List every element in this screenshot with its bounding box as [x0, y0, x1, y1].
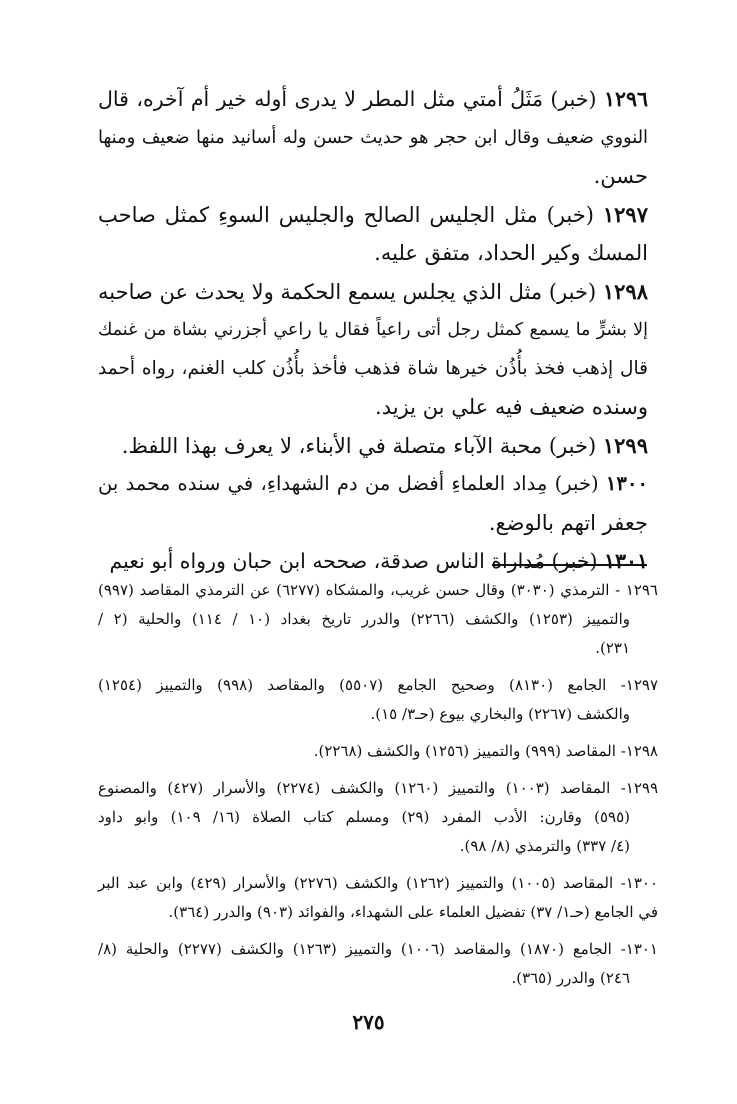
- entry-number: ١٢٩٦: [603, 87, 648, 111]
- entry-line: جعفر اتهم بالوضع.: [488, 510, 648, 535]
- entry-number: ١٣٠٠: [605, 472, 648, 495]
- entry-line: حسن.: [593, 164, 648, 188]
- entry-text: (خبر) مِداد العلماءِ أفضل من دم الشهداءِ، في سنده محمد بن: [98, 472, 599, 495]
- footnote-line: ١٢٩٩- المقاصد (١٠٠٣) والتمييز (١٢٦٠) والكشف (٢٢٧٤) والأسرار (٤٢٧) والمصنوع: [98, 779, 659, 797]
- entry-line: النووي ضعيف وقال ابن حجر هو حديث حسن وله أسانيد منها ضعيف ومنها: [98, 126, 648, 148]
- footnote-line: (٥٩٥) وقارن: الأدب المفرد (٢٩) ومسلم كتاب الصلاة (١٦/ ١٠٩) وابو داود: [98, 808, 630, 826]
- hadith-entry-1296: [98, 80, 648, 196]
- entry-line: المسك وكير الحداد، متفق عليه.: [374, 241, 648, 265]
- footnote-line: والتمييز (١٢٥٣) والكشف (٢٢٦٦) والدرر تاريخ بغداد (١٠ / ١١٤) والحلية (٢ /: [98, 610, 630, 628]
- entry-line: [98, 427, 648, 466]
- footnote-1298: [98, 737, 658, 766]
- entry-text: (خبر) مثل الذي يجلس يسمع الحكمة ولا يحدث عن صاحبه: [98, 279, 597, 304]
- footnote-line: ١٣٠١- الجامع (١٨٧٠) والمقاصد (١٠٠٦) والتمييز (١٢٦٣) والكشف (٢٢٧٧) والحلية (٨/: [98, 940, 658, 958]
- entry-text: (خبر) مثل الجليس الصالح والجليس السوءِ كمثل صاحب: [98, 202, 594, 227]
- footnote-line: في الجامع (حـ١/ ٣٧) تفضيل العلماء على الشهداء، والفوائد (٩٠٣) والدرر (٣٦٤).: [168, 903, 658, 921]
- entry-line: [98, 80, 648, 119]
- entry-line: قال إذهب فخذ بأُذُن خيرها شاة فذهب فأخذ بأُذُن كلب الغنم، رواه أحمد: [98, 357, 648, 379]
- footnote-1301: [98, 935, 658, 993]
- entry-line: وسنده ضعيف فيه علي بن يزيد.: [375, 395, 648, 419]
- footnote-line: والكشف (٢٢٦٧) والبخاري بيوع (حـ٣/ ١٥).: [370, 705, 630, 723]
- hadith-entry-1299: [98, 427, 648, 466]
- hadith-entry-1298: [98, 273, 648, 427]
- hadith-entry-1300: [98, 465, 648, 542]
- entry-line: إلا بشرٍّ ما يسمع كمثل رجل أتى راعياً فقال يا راعي أجزرني بشاة من غنمك: [98, 320, 648, 340]
- entry-text: (خبر) محبة الآباء متصلة في الأبناء، لا يعرف بهذا اللفظ.: [121, 433, 597, 458]
- footnote-line: ١٢٩٦ - الترمذي (٣٠٣٠) وقال حسن غريب، والمشكاه (٦٢٧٧) عن الترمذي المقاصد (٩٩٧): [98, 581, 658, 599]
- entry-line: [98, 542, 648, 581]
- entry-text: (خبر) مُداراة الناس صدقة، صححه ابن حبان ورواه أبو نعيم: [109, 549, 598, 573]
- hadith-entry-1297: [98, 196, 648, 273]
- footnote-1300: [98, 869, 658, 927]
- footnote-line: ١٣٠٠- المقاصد (١٠٠٥) والتمييز (١٢٦٢) والكشف (٢٢٧٦) والأسرار (٤٢٩) وابن عبد البر: [98, 874, 659, 892]
- entry-number: ١٢٩٩: [602, 432, 648, 458]
- page-number: ٢٧٥: [352, 1010, 385, 1034]
- entry-line: [98, 273, 648, 312]
- entry-number: ١٢٩٧: [602, 201, 648, 227]
- entry-number: ١٢٩٨: [602, 278, 648, 304]
- hadith-entry-1301: [98, 542, 648, 581]
- main-text: [98, 80, 648, 581]
- entry-text: (خبر) مَثَلُ أمتي مثل المطر لا يدرى أوله خير أم آخره، قال: [98, 87, 597, 111]
- footnote-separator: [492, 564, 647, 566]
- footnotes: [98, 576, 658, 993]
- footnote-line: ٢٣١).: [595, 639, 630, 657]
- entry-line: [98, 465, 648, 504]
- footnote-1297: [98, 671, 658, 729]
- footnote-line: ١٢٩٨- المقاصد (٩٩٩) والتمييز (١٢٥٦) والكشف (٢٢٦٨).: [313, 742, 658, 760]
- footnote-line: ١٢٩٧- الجامع (٨١٣٠) وصحيح الجامع (٥٥٠٧) والمقاصد (٩٩٨) والتمييز (١٢٥٤): [98, 676, 659, 694]
- entry-number: ١٣٠١: [604, 549, 648, 573]
- footnote-1299: [98, 774, 658, 861]
- entry-line: [98, 196, 648, 235]
- footnote-1296: [98, 576, 658, 663]
- footnote-line: ٢٤٦) والدرر (٣٦٥).: [511, 969, 630, 987]
- footnote-line: (٤/ ٣٣٧) والترمذي (٨/ ٩٨).: [459, 837, 630, 855]
